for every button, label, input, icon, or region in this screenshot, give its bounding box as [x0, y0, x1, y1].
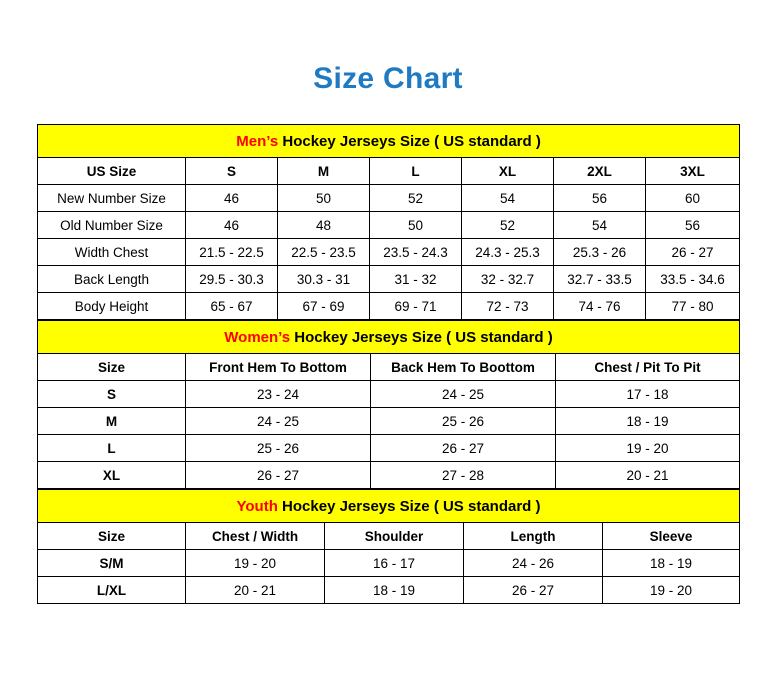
table-row: [38, 408, 740, 435]
mens-row-2-label: Width Chest: [38, 239, 186, 266]
womens-row-0-val-2: 17 - 18: [556, 381, 740, 408]
youth-size-table: [37, 489, 740, 604]
womens-row-0-val-1: 24 - 25: [371, 381, 556, 408]
womens-col-3: Chest / Pit To Pit: [556, 354, 740, 381]
mens-row-1-val-4: 54: [554, 212, 646, 239]
mens-col-4: XL: [462, 158, 554, 185]
youth-row-0-val-1: 16 - 17: [325, 550, 464, 577]
mens-row-1-val-5: 56: [646, 212, 740, 239]
womens-heading-rest: Hockey Jerseys Size ( US standard ): [290, 328, 553, 346]
table-row: [38, 550, 740, 577]
table-row: [38, 185, 740, 212]
size-tables: [37, 124, 739, 604]
mens-row-3-val-3: 32 - 32.7: [462, 266, 554, 293]
mens-col-1: S: [186, 158, 278, 185]
womens-row-3-val-0: 26 - 27: [186, 462, 371, 489]
mens-row-4-val-4: 74 - 76: [554, 293, 646, 320]
mens-row-1-val-3: 52: [462, 212, 554, 239]
youth-row-0-val-3: 18 - 19: [603, 550, 740, 577]
mens-row-3-label: Back Length: [38, 266, 186, 293]
page-title: Size Chart: [313, 62, 463, 95]
youth-heading-accent: Youth: [236, 497, 278, 515]
womens-row-1-val-0: 24 - 25: [186, 408, 371, 435]
youth-col-2: Shoulder: [325, 523, 464, 550]
mens-heading-rest: Hockey Jerseys Size ( US standard ): [278, 132, 541, 150]
youth-row-0-val-2: 24 - 26: [464, 550, 603, 577]
table-row: [38, 239, 740, 266]
mens-col-2: M: [278, 158, 370, 185]
table-row: [38, 462, 740, 489]
mens-row-0-val-3: 54: [462, 185, 554, 212]
youth-column-header-row: [38, 523, 740, 550]
womens-row-2-val-0: 25 - 26: [186, 435, 371, 462]
youth-col-3: Length: [464, 523, 603, 550]
youth-section-heading-row: [38, 490, 740, 523]
table-row: [38, 293, 740, 320]
youth-row-1-val-2: 26 - 27: [464, 577, 603, 604]
youth-col-0: Size: [38, 523, 186, 550]
mens-size-table: [37, 124, 740, 320]
table-row: [38, 266, 740, 293]
mens-col-0: US Size: [38, 158, 186, 185]
mens-row-3-val-0: 29.5 - 30.3: [186, 266, 278, 293]
youth-row-1-label: L/XL: [38, 577, 186, 604]
youth-section-heading: [38, 490, 740, 523]
mens-row-2-val-1: 22.5 - 23.5: [278, 239, 370, 266]
womens-row-2-label: L: [38, 435, 186, 462]
mens-section-heading: [38, 125, 740, 158]
womens-section-heading: [38, 321, 740, 354]
mens-row-2-val-2: 23.5 - 24.3: [370, 239, 462, 266]
mens-row-0-val-0: 46: [186, 185, 278, 212]
mens-row-3-val-5: 33.5 - 34.6: [646, 266, 740, 293]
youth-col-1: Chest / Width: [186, 523, 325, 550]
womens-row-1-val-1: 25 - 26: [371, 408, 556, 435]
mens-row-4-val-1: 67 - 69: [278, 293, 370, 320]
youth-row-1-val-1: 18 - 19: [325, 577, 464, 604]
womens-column-header-row: [38, 354, 740, 381]
table-row: [38, 577, 740, 604]
table-row: [38, 381, 740, 408]
youth-row-1-val-3: 19 - 20: [603, 577, 740, 604]
mens-row-0-val-2: 52: [370, 185, 462, 212]
womens-row-3-label: XL: [38, 462, 186, 489]
mens-row-4-val-3: 72 - 73: [462, 293, 554, 320]
mens-row-0-label: New Number Size: [38, 185, 186, 212]
mens-row-4-val-0: 65 - 67: [186, 293, 278, 320]
womens-heading-accent: Women’s: [224, 328, 291, 346]
womens-col-0: Size: [38, 354, 186, 381]
mens-column-header-row: [38, 158, 740, 185]
mens-row-2-val-3: 24.3 - 25.3: [462, 239, 554, 266]
youth-row-1-val-0: 20 - 21: [186, 577, 325, 604]
mens-row-4-label: Body Height: [38, 293, 186, 320]
mens-row-1-label: Old Number Size: [38, 212, 186, 239]
womens-row-2-val-2: 19 - 20: [556, 435, 740, 462]
womens-row-2-val-1: 26 - 27: [371, 435, 556, 462]
mens-col-3: L: [370, 158, 462, 185]
womens-row-3-val-2: 20 - 21: [556, 462, 740, 489]
mens-col-6: 3XL: [646, 158, 740, 185]
womens-section-heading-row: [38, 321, 740, 354]
mens-row-0-val-1: 50: [278, 185, 370, 212]
womens-row-0-label: S: [38, 381, 186, 408]
mens-row-2-val-0: 21.5 - 22.5: [186, 239, 278, 266]
youth-row-0-val-0: 19 - 20: [186, 550, 325, 577]
mens-row-1-val-1: 48: [278, 212, 370, 239]
mens-row-0-val-5: 60: [646, 185, 740, 212]
womens-size-table: [37, 320, 740, 489]
mens-row-2-val-5: 26 - 27: [646, 239, 740, 266]
mens-section-heading-row: [38, 125, 740, 158]
womens-col-1: Front Hem To Bottom: [186, 354, 371, 381]
youth-col-4: Sleeve: [603, 523, 740, 550]
mens-row-3-val-1: 30.3 - 31: [278, 266, 370, 293]
womens-row-3-val-1: 27 - 28: [371, 462, 556, 489]
youth-row-0-label: S/M: [38, 550, 186, 577]
mens-row-3-val-4: 32.7 - 33.5: [554, 266, 646, 293]
womens-col-2: Back Hem To Boottom: [371, 354, 556, 381]
mens-row-1-val-2: 50: [370, 212, 462, 239]
youth-heading-rest: Hockey Jerseys Size ( US standard ): [277, 497, 541, 515]
mens-col-5: 2XL: [554, 158, 646, 185]
mens-row-4-val-2: 69 - 71: [370, 293, 462, 320]
womens-row-1-val-2: 18 - 19: [556, 408, 740, 435]
mens-row-1-val-0: 46: [186, 212, 278, 239]
mens-row-3-val-2: 31 - 32: [370, 266, 462, 293]
mens-row-4-val-5: 77 - 80: [646, 293, 740, 320]
table-row: [38, 212, 740, 239]
table-row: [38, 435, 740, 462]
womens-row-0-val-0: 23 - 24: [186, 381, 371, 408]
mens-row-2-val-4: 25.3 - 26: [554, 239, 646, 266]
womens-row-1-label: M: [38, 408, 186, 435]
mens-row-0-val-4: 56: [554, 185, 646, 212]
mens-heading-accent: Men’s: [236, 132, 279, 150]
